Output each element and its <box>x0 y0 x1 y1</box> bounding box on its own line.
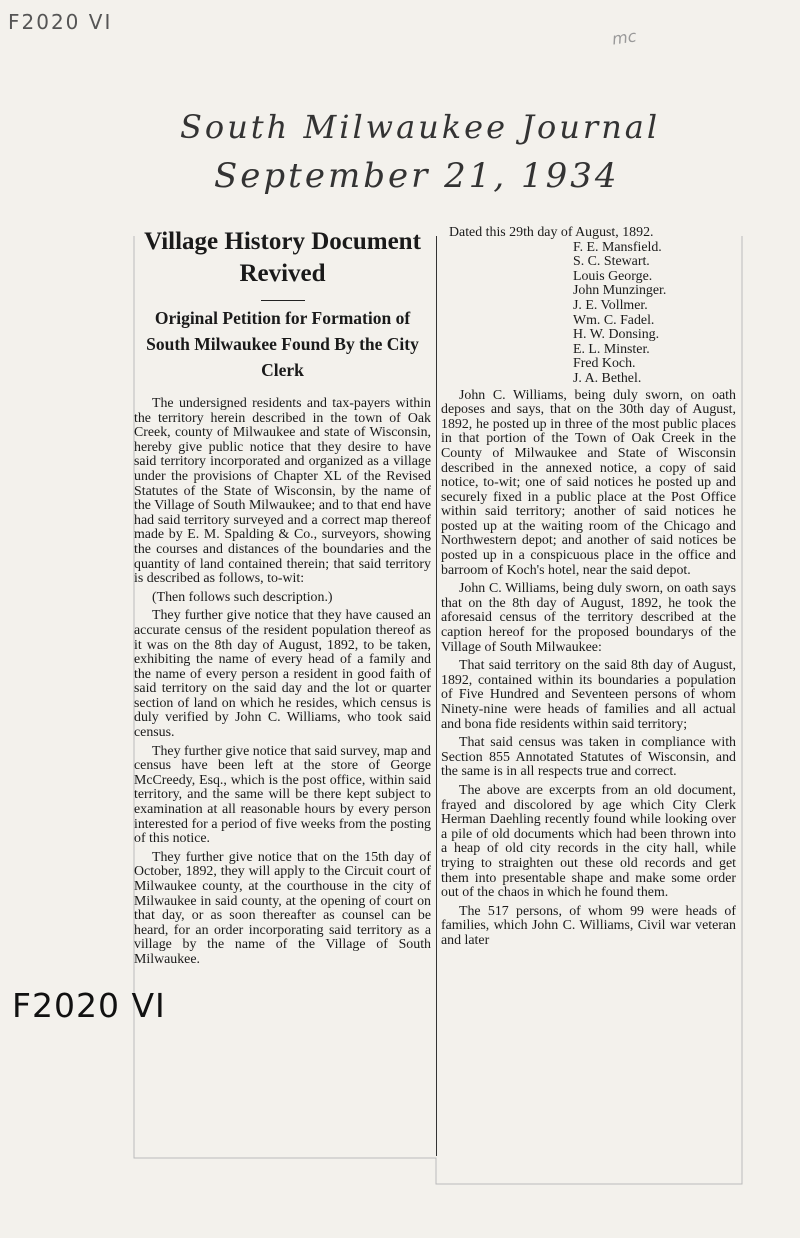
signer-name: H. W. Donsing. <box>573 327 660 343</box>
paragraph: They further give notice that on the 15th day of October, 1892, they will apply to the Circuit court of Milwaukee county, at the courthouse in the city of Milwaukee in said county, at the opening of court on that day, or as soon thereafter as counsel can be heard, for an order incorporating said territory as a village by the name of the Village of South Milwaukee. <box>134 849 431 967</box>
signer-name: J. E. Vollmer. <box>573 297 648 313</box>
paragraph: The 517 persons, of whom 99 were heads of families, which John C. Williams, Civil war veteran and later <box>441 903 736 948</box>
paragraph: The undersigned residents and tax-payers within the territory herein described in the town of Oak Creek, county of Milwaukee and state of Wisconsin, hereby give public notice that they desire to have said territory incorporated and organized as a village under the provisions of Chapter XL of the Revised Statutes of the State of Wisconsin, by the name of the Village of South Milwaukee; and to that end have had said territory surveyed and a correct map thereof made by E. M. Spalding & Co., surveyors, showing the courses and distances of the boundaries and the quantity of land contained therein; that said territory is described as follows, to-wit: <box>134 396 431 587</box>
paragraph: They further give notice that said survey, map and census have been left at the store of George McCreedy, Esq., which is the post office, within said territory, and the same will be there kept subject to examination at all reasonable hours by every person interested for a period of five weeks from the posting of this notice. <box>134 743 431 847</box>
paragraph: They further give notice that they have caused an accurate census of the resident population thereof as it was on the 8th day of August, 1892, to be taken, exhibiting the name of every head of a family and the name of every person a resident in good faith of said territory on the said day and the lot or quarter section of land on which he resides, which census is duly verified by John C. Williams, who took said census. <box>134 608 431 741</box>
paragraph: That said census was taken in compliance with Section 855 Annotated Statutes of Wisconsin, and the same is in all respects true and correct. <box>441 735 736 780</box>
corner-initials: mc <box>610 26 638 49</box>
signer-name: J. A. Bethel. <box>573 370 642 386</box>
column-rule <box>436 236 437 1156</box>
signer-name: John Munzinger. <box>573 283 667 299</box>
signer-name: F. E. Mansfield. <box>573 239 662 255</box>
catalog-number-top: F2020 VI <box>8 10 113 34</box>
headline-divider <box>261 300 305 301</box>
paragraph: The above are excerpts from an old document, frayed and discolored by age which City Clerk Herman Daehling recently found while looking over a pile of old documents which had been thrown into a heap of old city records in the city hall, while trying to straighten out these old records and get them into presentable shape and make some order out of the chaos in which he found them. <box>441 782 736 901</box>
subheadline: Original Petition for Formation of South Milwaukee Found By the City Clerk <box>146 308 419 380</box>
publication-date: September 21, 1934 <box>214 156 620 196</box>
signer-name: Fred Koch. <box>573 356 636 372</box>
right-column <box>441 226 736 949</box>
dated-line: Dated this 29th day of August, 1892. <box>449 225 654 240</box>
signer-name: S. C. Stewart. <box>573 254 650 270</box>
left-column <box>134 226 431 968</box>
signer-list <box>441 241 736 387</box>
paragraph: John C. Williams, being duly sworn, on oath deposes and says, that on the 30th day of August, 1892, he posted up in three of the most public places in that portion of the Town of Oak Creek in the County of Milwaukee and State of Wisconsin described in the annexed notice, a copy of said notice, to-wit; one of said notices he posted up and securely fixed in a public place at the Post Office within said territory; another of said notices he posted up at the waiting room of the Chicago and Northwestern depot; and another of said notices be posted up in a conspicuous place in the office and barroom of Koch's hotel, near the said depot. <box>441 387 736 578</box>
catalog-number-side: F2020 VI <box>12 986 166 1025</box>
paragraph: (Then follows such description.) <box>152 589 333 605</box>
paragraph: John C. Williams, being duly sworn, on oath says that on the 8th day of August, 1892, he took the aforesaid census of the territory described at the caption hereof for the proposed boundarys of the Village of South Milwaukee: <box>441 581 736 655</box>
signer-name: Louis George. <box>573 268 653 284</box>
publication-name: South Milwaukee Journal <box>180 108 661 146</box>
paragraph: That said territory on the said 8th day of August, 1892, contained within its boundaries a population of Five Hundred and Seventeen persons of whom Ninety-nine were heads of families and all actual and bona fide residents within said territory; <box>441 658 736 732</box>
signer-name: E. L. Minster. <box>573 341 650 357</box>
signer-name: Wm. C. Fadel. <box>573 312 655 328</box>
headline: Village History Document Revived <box>144 228 421 287</box>
